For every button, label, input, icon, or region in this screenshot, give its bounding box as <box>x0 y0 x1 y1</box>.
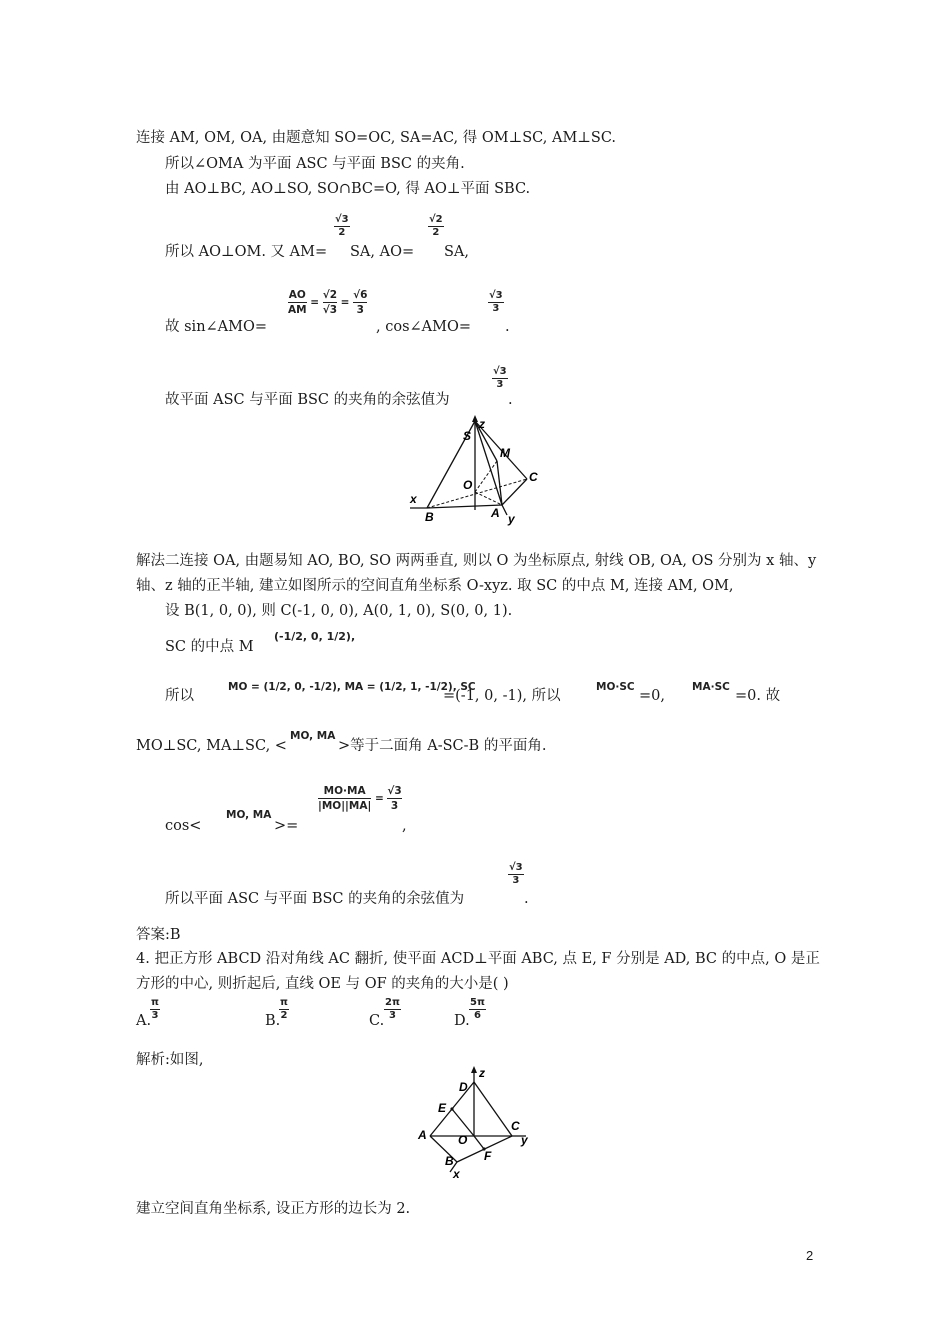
option-d: D. <box>454 1013 470 1029</box>
dot-product-ma-sc: MA·SC <box>692 681 730 693</box>
text-line: MO⊥SC, MA⊥SC, < <box>136 738 287 754</box>
cos-equation: $\frac{MO\cdot MA}{|MO||MA|}$ = $\frac{√3}{3}$ <box>318 785 402 812</box>
label-B: B <box>445 1154 454 1168</box>
text-line: =(-1, 0, -1), 所以 <box>443 688 561 704</box>
label-D: D <box>459 1080 468 1094</box>
text-line: =0, <box>639 688 665 704</box>
page-number: 2 <box>806 1248 814 1263</box>
label-y: y <box>508 512 515 526</box>
answer: 答案:B <box>136 927 181 943</box>
label-E: E <box>438 1101 447 1115</box>
text-line: 所以 <box>165 688 194 704</box>
text-line: >= <box>274 818 299 834</box>
folded-square-figure <box>412 1066 542 1184</box>
text-line: 故 sin∠AMO= <box>165 319 268 335</box>
option-b: B. <box>265 1013 281 1029</box>
text-line: , cos∠AMO= <box>376 319 472 335</box>
text-line: . <box>505 319 510 335</box>
text-line: >等于二面角 A-SC-B 的平面角. <box>338 738 547 754</box>
label-B: B <box>425 510 434 524</box>
pyramid-figure <box>405 415 545 530</box>
midpoint-coord: (-1/2, 0, 1/2), <box>274 630 356 643</box>
label-x: x <box>410 492 417 506</box>
label-A: A <box>491 506 500 520</box>
label-M: M <box>500 446 510 460</box>
fraction: $\frac{√3}{3}$ <box>493 366 507 390</box>
text-line: . <box>524 891 529 907</box>
text-line: 所以 AO⊥OM. 又 AM= <box>165 244 328 260</box>
angle-vectors: MO, MA <box>290 730 336 742</box>
text-line: cos< <box>165 818 202 834</box>
label-A: A <box>418 1128 427 1142</box>
text-line: SA, AO= <box>350 244 415 260</box>
label-x: x <box>453 1167 460 1181</box>
label-z: z <box>479 417 485 431</box>
option-d-value: $\frac{5\pi}{6}$ <box>470 997 485 1021</box>
fraction: $\frac{√3}{3}$ <box>509 862 523 886</box>
text-line: 设 B(1, 0, 0), 则 C(-1, 0, 0), A(0, 1, 0), S(0, 0, 1). <box>165 603 513 619</box>
dot-product-mo-sc: MO·SC <box>596 681 635 693</box>
label-S: S <box>463 429 472 443</box>
analysis-line: 解析:如图, <box>136 1052 204 1068</box>
label-C: C <box>511 1119 520 1133</box>
label-O: O <box>458 1133 468 1147</box>
option-a: A. <box>136 1013 152 1029</box>
label-O: O <box>463 478 473 492</box>
label-y: y <box>521 1133 528 1147</box>
text-line: 建立空间直角坐标系, 设正方形的边长为 2. <box>136 1201 411 1217</box>
text-line: 轴、z 轴的正半轴, 建立如图所示的空间直角坐标系 O-xyz. 取 SC 的中点 M, 连接 AM, OM, <box>136 578 734 594</box>
fraction: $\frac{√3}{3}$ <box>489 290 503 314</box>
text-line: 故平面 ASC 与平面 BSC 的夹角的余弦值为 <box>165 392 450 408</box>
label-F: F <box>484 1149 492 1163</box>
text-line: 所以∠OMA 为平面 ASC 与平面 BSC 的夹角. <box>165 156 465 172</box>
text-line: . <box>508 392 513 408</box>
text-line: 所以平面 ASC 与平面 BSC 的夹角的余弦值为 <box>165 891 465 907</box>
question-line: 方形的中心, 则折起后, 直线 OE 与 OF 的夹角的大小是( ) <box>136 976 509 992</box>
text-line: SA, <box>444 244 470 260</box>
label-C: C <box>529 470 538 484</box>
option-b-value: $\frac{\pi}{2}$ <box>280 997 288 1021</box>
option-c: C. <box>369 1013 385 1029</box>
label-z: z <box>479 1066 485 1080</box>
text-line: 连接 AM, OM, OA, 由题意知 SO=OC, SA=AC, 得 OM⊥SC, AM⊥SC. <box>136 130 617 146</box>
option-a-value: $\frac{\pi}{3}$ <box>151 997 159 1021</box>
sin-equation: $\frac{AO}{AM}$ = $\frac{√2}{√3}$ = $\frac{√6}{3}$ <box>288 289 368 316</box>
text-line: =0. 故 <box>735 688 781 704</box>
vector-equation: MO = (1/2, 0, -1/2), MA = (1/2, 1, -1/2), SC <box>228 681 476 693</box>
fraction: $\frac{√3}{2}$ <box>335 214 349 238</box>
fraction: $\frac{√2}{2}$ <box>429 214 443 238</box>
text-line: 由 AO⊥BC, AO⊥SO, SO∩BC=O, 得 AO⊥平面 SBC. <box>165 181 531 197</box>
text-line: SC 的中点 M <box>165 639 254 655</box>
angle-vectors: MO, MA <box>226 809 272 821</box>
text-line: 解法二连接 OA, 由题易知 AO, BO, SO 两两垂直, 则以 O 为坐标原点, 射线 OB, OA, OS 分别为 x 轴、y <box>136 553 817 569</box>
option-c-value: $\frac{2\pi}{3}$ <box>385 997 400 1021</box>
text-line: , <box>402 818 407 834</box>
question-line: 4. 把正方形 ABCD 沿对角线 AC 翻折, 使平面 ACD⊥平面 ABC, 点 E, F 分别是 AD, BC 的中点, O 是正 <box>136 951 820 967</box>
